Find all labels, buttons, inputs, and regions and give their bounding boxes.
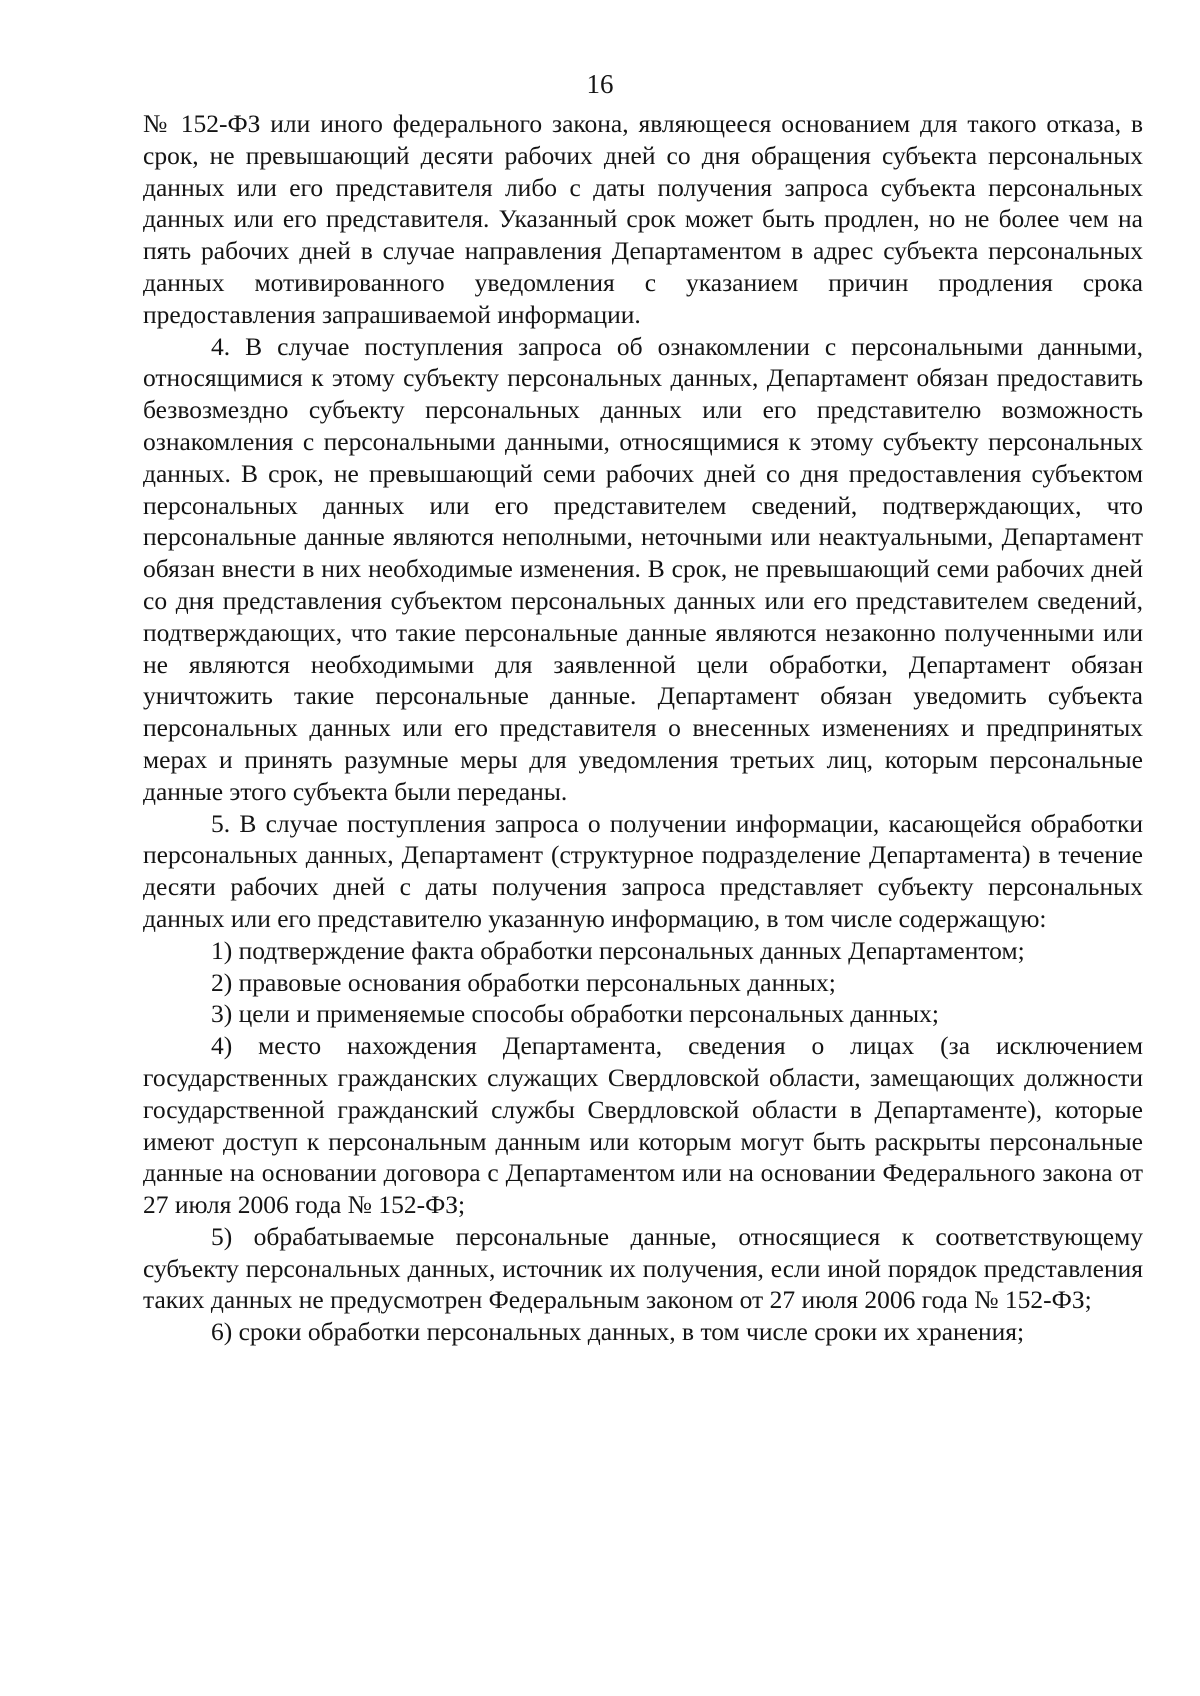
paragraph-item-5: 5. В случае поступления запроса о получении информации, касающейся обработки персональных данных, Департамент (структурное подразделение Департамента) в течение десяти рабочих дней с даты получения запроса представляет субъекту персональных данных или его представителю указанную информацию, в том числе содержащую:	[143, 808, 1143, 933]
document-body	[143, 108, 1143, 1348]
subitem-1: 1) подтверждение факта обработки персональных данных Департаментом;	[211, 935, 1025, 965]
subitem-6: 6) сроки обработки персональных данных, в том числе сроки их хранения;	[211, 1317, 1025, 1347]
subitem-4: 4) место нахождения Департамента, сведения о лицах (за исключением государственных гражданских служащих Свердловской области, замещающих должности государственной гражданский службы Свердловской области в Департаменте), которые имеют доступ к персональным данным или которым могут быть раскрыты персональные данные на основании договора с Департаментом или на основании Федерального закона от 27 июля 2006 года № 152-ФЗ;	[143, 1031, 1143, 1220]
paragraph-continuation: № 152-ФЗ или иного федерального закона, являющееся основанием для такого отказа, в срок, не превышающий десяти рабочих дней со дня обращения субъекта персональных данных или его представителя либо с даты получения запроса субъекта персональных данных или его представителя. Указанный срок может быть продлен, но не более чем на пять рабочих дней в случае направления Департаментом в адрес субъекта персональных данных мотивированного уведомления с указанием причин продления срока предоставления запрашиваемой информации.	[143, 109, 1143, 329]
subitem-5: 5) обрабатываемые персональные данные, относящиеся к соответствующему субъекту персональных данных, источник их получения, если иной порядок представления таких данных не предусмотрен Федеральным законом от 27 июля 2006 года № 152-ФЗ;	[143, 1221, 1143, 1315]
subitem-3: 3) цели и применяемые способы обработки персональных данных;	[211, 999, 939, 1029]
subitem-2: 2) правовые основания обработки персональных данных;	[211, 967, 836, 997]
paragraph-item-4: 4. В случае поступления запроса об ознакомлении с персональными данными, относящимися к этому субъекту персональных данных, Департамент обязан предоставить безвозмездно субъекту персональных данных или его представителю возможность ознакомления с персональными данными, относящимися к этому субъекту персональных данных. В срок, не превышающий семи рабочих дней со дня предоставления субъектом персональных данных или его представителем сведений, подтверждающих, что персональные данные являются неполными, неточными или неактуальными, Департамент обязан внести в них необходимые изменения. В срок, не превышающий семи рабочих дней со дня представления субъектом персональных данных или его представителем сведений, подтверждающих, что такие персональные данные являются незаконно полученными или не являются необходимыми для заявленной цели обработки, Департамент обязан уничтожить такие персональные данные. Департамент обязан уведомить субъекта персональных данных или его представителя о внесенных изменениях и предпринятых мерах и принять разумные меры для уведомления третьих лиц, которым персональные данные этого субъекта были переданы.	[143, 331, 1143, 806]
page-number: 16	[586, 69, 614, 99]
